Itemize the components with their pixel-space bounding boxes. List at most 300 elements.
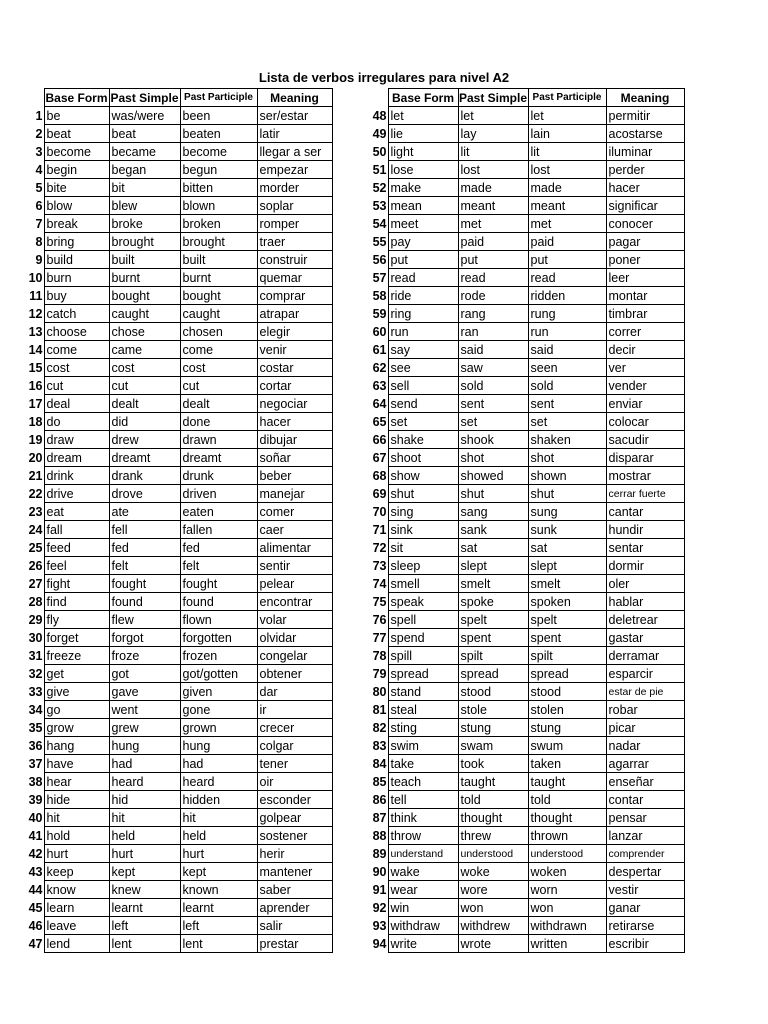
verb-meaning: dormir [606, 557, 684, 575]
verb-past-simple: caught [109, 305, 180, 323]
verb-base-form: sit [388, 539, 458, 557]
verb-base-form: meet [388, 215, 458, 233]
verb-meaning: esconder [257, 791, 332, 809]
table-row [362, 449, 684, 467]
verb-meaning: montar [606, 287, 684, 305]
verb-past-simple: saw [458, 359, 528, 377]
verb-past-participle: said [528, 341, 606, 359]
verb-base-form: catch [44, 305, 109, 323]
verb-base-form: eat [44, 503, 109, 521]
verb-past-simple: beat [109, 125, 180, 143]
verb-past-participle: worn [528, 881, 606, 899]
table-row [362, 845, 684, 863]
verb-meaning: decir [606, 341, 684, 359]
verb-number: 76 [372, 612, 387, 627]
table-row [18, 683, 332, 701]
verb-meaning: morder [257, 179, 332, 197]
verb-past-participle: met [528, 215, 606, 233]
verb-number: 46 [28, 918, 43, 933]
verb-meaning: olvidar [257, 629, 332, 647]
verb-number: 29 [28, 612, 43, 627]
verb-past-simple: heard [109, 773, 180, 791]
verb-past-participle: woken [528, 863, 606, 881]
verb-past-simple: lost [458, 161, 528, 179]
verb-number: 43 [28, 864, 43, 879]
verb-meaning: beber [257, 467, 332, 485]
verb-past-participle: left [180, 917, 257, 935]
verb-past-participle: burnt [180, 269, 257, 287]
table-row [18, 935, 332, 953]
verb-past-simple: kept [109, 863, 180, 881]
verb-meaning: latir [257, 125, 332, 143]
verb-base-form: drive [44, 485, 109, 503]
verb-number: 13 [28, 324, 43, 339]
table-row [18, 197, 332, 215]
verb-meaning: golpear [257, 809, 332, 827]
table-row [362, 809, 684, 827]
verb-past-simple: drew [109, 431, 180, 449]
verb-base-form: forget [44, 629, 109, 647]
verb-number: 74 [372, 576, 387, 591]
verb-base-form: feel [44, 557, 109, 575]
verb-past-simple: lent [109, 935, 180, 953]
verb-meaning: correr [606, 323, 684, 341]
verb-number: 24 [28, 522, 43, 537]
table-row [362, 305, 684, 323]
verb-past-simple: ran [458, 323, 528, 341]
table-row [362, 143, 684, 161]
verb-past-participle: shot [528, 449, 606, 467]
verb-number: 3 [35, 144, 43, 159]
table-row [18, 377, 332, 395]
table-row [18, 755, 332, 773]
verb-meaning: enseñar [606, 773, 684, 791]
verb-base-form: go [44, 701, 109, 719]
verb-number: 18 [28, 414, 43, 429]
verb-past-participle: swum [528, 737, 606, 755]
verb-base-form: keep [44, 863, 109, 881]
verb-past-simple: hit [109, 809, 180, 827]
verb-number: 8 [35, 234, 43, 249]
verb-base-form: think [388, 809, 458, 827]
table-row [18, 395, 332, 413]
verb-past-simple: slept [458, 557, 528, 575]
verb-base-form: hurt [44, 845, 109, 863]
verb-meaning: traer [257, 233, 332, 251]
verb-number: 56 [372, 252, 387, 267]
verb-meaning: ir [257, 701, 332, 719]
verb-meaning: contar [606, 791, 684, 809]
verb-past-simple: met [458, 215, 528, 233]
verb-past-simple: brought [109, 233, 180, 251]
verb-number: 70 [372, 504, 387, 519]
verb-past-participle: set [528, 413, 606, 431]
verb-meaning: enviar [606, 395, 684, 413]
table-row [18, 917, 332, 935]
verb-past-participle: spoken [528, 593, 606, 611]
verb-meaning: sentir [257, 557, 332, 575]
verb-past-simple: sent [458, 395, 528, 413]
verb-past-simple: bought [109, 287, 180, 305]
verb-past-simple: felt [109, 557, 180, 575]
verb-number: 81 [372, 702, 387, 717]
table-row [18, 431, 332, 449]
verb-base-form: wear [388, 881, 458, 899]
verb-past-simple: shut [458, 485, 528, 503]
verb-number: 12 [28, 306, 43, 321]
verb-base-form: shake [388, 431, 458, 449]
verb-meaning: acostarse [606, 125, 684, 143]
verb-number: 51 [372, 162, 387, 177]
verb-past-simple: spoke [458, 593, 528, 611]
verb-base-form: get [44, 665, 109, 683]
table-row [362, 791, 684, 809]
verb-number: 4 [35, 162, 43, 177]
verb-number: 60 [372, 324, 387, 339]
verb-meaning: hacer [606, 179, 684, 197]
verb-meaning: construir [257, 251, 332, 269]
verb-past-simple: was/were [109, 107, 180, 125]
verb-number: 30 [28, 630, 43, 645]
verb-meaning: cantar [606, 503, 684, 521]
verb-past-participle: gone [180, 701, 257, 719]
table-row [18, 863, 332, 881]
verb-meaning: manejar [257, 485, 332, 503]
verb-base-form: mean [388, 197, 458, 215]
verb-number: 27 [28, 576, 43, 591]
verb-base-form: learn [44, 899, 109, 917]
verb-number: 21 [28, 468, 43, 483]
verb-meaning: derramar [606, 647, 684, 665]
verb-past-participle: written [528, 935, 606, 953]
table-row [18, 233, 332, 251]
verb-meaning: colocar [606, 413, 684, 431]
verb-meaning: hundir [606, 521, 684, 539]
verb-number: 62 [372, 360, 387, 375]
verb-past-participle: kept [180, 863, 257, 881]
verb-meaning: salir [257, 917, 332, 935]
verb-past-participle: thought [528, 809, 606, 827]
verb-past-participle: become [180, 143, 257, 161]
verb-past-simple: bit [109, 179, 180, 197]
verb-number: 6 [35, 198, 43, 213]
verb-meaning: quemar [257, 269, 332, 287]
verb-base-form: lose [388, 161, 458, 179]
table-row [18, 179, 332, 197]
verb-meaning: cerrar fuerte [606, 485, 684, 503]
verb-number: 20 [28, 450, 43, 465]
verb-meaning: crecer [257, 719, 332, 737]
verb-meaning: aprender [257, 899, 332, 917]
table-row [362, 233, 684, 251]
verb-base-form: bring [44, 233, 109, 251]
table-row [362, 395, 684, 413]
verb-meaning: pensar [606, 809, 684, 827]
verb-past-participle: lain [528, 125, 606, 143]
verb-meaning: empezar [257, 161, 332, 179]
verb-past-simple: froze [109, 647, 180, 665]
verb-meaning: permitir [606, 107, 684, 125]
verb-base-form: ride [388, 287, 458, 305]
verb-number: 66 [372, 432, 387, 447]
verb-base-form: fight [44, 575, 109, 593]
table-row [362, 179, 684, 197]
verb-past-simple: taught [458, 773, 528, 791]
verb-past-participle: hidden [180, 791, 257, 809]
verb-number: 1 [35, 108, 43, 123]
verb-number: 85 [372, 774, 387, 789]
header-meaning: Meaning [606, 89, 684, 107]
verb-past-simple: rang [458, 305, 528, 323]
verb-past-participle: spent [528, 629, 606, 647]
verb-past-participle: sent [528, 395, 606, 413]
verb-past-simple: spelt [458, 611, 528, 629]
verb-number: 77 [372, 630, 387, 645]
verb-base-form: have [44, 755, 109, 773]
verb-base-form: break [44, 215, 109, 233]
verb-base-form: tell [388, 791, 458, 809]
verb-base-form: begin [44, 161, 109, 179]
verb-number: 39 [28, 792, 43, 807]
verb-past-simple: broke [109, 215, 180, 233]
verb-base-form: buy [44, 287, 109, 305]
verb-past-simple: shot [458, 449, 528, 467]
table-row [18, 269, 332, 287]
verb-past-participle: blown [180, 197, 257, 215]
verb-number: 54 [372, 216, 387, 231]
verb-past-simple: built [109, 251, 180, 269]
verb-past-participle: dealt [180, 395, 257, 413]
table-row [362, 575, 684, 593]
verb-base-form: understand [388, 845, 458, 863]
verb-past-simple: swam [458, 737, 528, 755]
verb-base-form: hear [44, 773, 109, 791]
verb-number: 68 [372, 468, 387, 483]
verb-past-simple: showed [458, 467, 528, 485]
verb-meaning: costar [257, 359, 332, 377]
table-row [362, 629, 684, 647]
verb-meaning: venir [257, 341, 332, 359]
verb-past-participle: shaken [528, 431, 606, 449]
verb-number: 65 [372, 414, 387, 429]
verb-base-form: come [44, 341, 109, 359]
verb-meaning: tener [257, 755, 332, 773]
verb-meaning: elegir [257, 323, 332, 341]
table-row [18, 809, 332, 827]
verb-meaning: ganar [606, 899, 684, 917]
verb-meaning: colgar [257, 737, 332, 755]
verb-meaning: comprar [257, 287, 332, 305]
verb-number: 5 [35, 180, 43, 195]
table-row [362, 269, 684, 287]
table-row [18, 323, 332, 341]
verb-number: 2 [35, 126, 43, 141]
verb-past-participle: seen [528, 359, 606, 377]
verb-base-form: shut [388, 485, 458, 503]
verb-base-form: win [388, 899, 458, 917]
verb-past-participle: hung [180, 737, 257, 755]
verb-number: 88 [372, 828, 387, 843]
verb-base-form: speak [388, 593, 458, 611]
table-row [18, 791, 332, 809]
verb-past-simple: sold [458, 377, 528, 395]
verb-base-form: lie [388, 125, 458, 143]
verb-meaning: picar [606, 719, 684, 737]
verb-number: 34 [28, 702, 43, 717]
verb-base-form: do [44, 413, 109, 431]
verb-past-participle: won [528, 899, 606, 917]
header-past-simple: Past Simple [110, 90, 179, 105]
verb-base-form: spill [388, 647, 458, 665]
verb-past-participle: spilt [528, 647, 606, 665]
table-row [18, 575, 332, 593]
verb-base-form: ring [388, 305, 458, 323]
table-row [362, 323, 684, 341]
verb-number: 7 [35, 216, 43, 231]
verb-past-simple: sank [458, 521, 528, 539]
table-row [18, 539, 332, 557]
table-row [362, 251, 684, 269]
verb-number: 93 [372, 918, 387, 933]
verb-past-participle: sunk [528, 521, 606, 539]
verb-past-simple: left [109, 917, 180, 935]
header-meaning: Meaning [257, 89, 332, 107]
table-row [18, 449, 332, 467]
verb-number: 9 [35, 252, 43, 267]
verb-meaning: caer [257, 521, 332, 539]
verb-past-simple: ate [109, 503, 180, 521]
verb-past-simple: learnt [109, 899, 180, 917]
verb-base-form: grow [44, 719, 109, 737]
verb-past-participle: bought [180, 287, 257, 305]
table-row [18, 305, 332, 323]
verb-past-simple: found [109, 593, 180, 611]
header-past-simple: Past Simple [458, 90, 528, 105]
verb-past-participle: broken [180, 215, 257, 233]
verb-past-participle: spread [528, 665, 606, 683]
verb-number: 48 [372, 108, 387, 123]
verb-meaning: vender [606, 377, 684, 395]
verb-number: 53 [372, 198, 387, 213]
table-row [362, 863, 684, 881]
verb-base-form: teach [388, 773, 458, 791]
table-row [18, 773, 332, 791]
verb-meaning: llegar a ser [257, 143, 332, 161]
verb-base-form: set [388, 413, 458, 431]
table-row [18, 629, 332, 647]
verb-base-form: beat [44, 125, 109, 143]
table-row [362, 503, 684, 521]
verb-number: 73 [372, 558, 387, 573]
verb-past-simple: flew [109, 611, 180, 629]
verb-meaning: obtener [257, 665, 332, 683]
verb-number: 92 [372, 900, 387, 915]
verb-meaning: herir [257, 845, 332, 863]
verb-number: 71 [372, 522, 387, 537]
table-row [18, 521, 332, 539]
verb-past-participle: caught [180, 305, 257, 323]
table-row [18, 557, 332, 575]
verb-number: 25 [28, 540, 43, 555]
verb-base-form: burn [44, 269, 109, 287]
verb-meaning: deletrear [606, 611, 684, 629]
verb-number: 47 [28, 936, 43, 951]
verb-meaning: retirarse [606, 917, 684, 935]
verb-number: 90 [372, 864, 387, 879]
verb-past-simple: came [109, 341, 180, 359]
verb-past-simple: had [109, 755, 180, 773]
table-row [362, 755, 684, 773]
verb-past-participle: taken [528, 755, 606, 773]
verb-past-simple: dealt [109, 395, 180, 413]
table-row [362, 683, 684, 701]
table-row [362, 557, 684, 575]
verb-past-simple: hung [109, 737, 180, 755]
verb-past-participle: lost [528, 161, 606, 179]
verb-base-form: make [388, 179, 458, 197]
verb-past-participle: made [528, 179, 606, 197]
verb-number: 26 [28, 558, 43, 573]
verb-number: 57 [372, 270, 387, 285]
verb-past-participle: forgotten [180, 629, 257, 647]
verb-past-participle: learnt [180, 899, 257, 917]
verb-base-form: sink [388, 521, 458, 539]
verb-base-form: spend [388, 629, 458, 647]
verb-past-simple: sat [458, 539, 528, 557]
table-row [362, 611, 684, 629]
verb-past-simple: fell [109, 521, 180, 539]
verb-past-participle: found [180, 593, 257, 611]
verb-meaning: hacer [257, 413, 332, 431]
verb-meaning: comprender [606, 845, 684, 863]
verb-past-simple: cost [109, 359, 180, 377]
verb-past-participle: done [180, 413, 257, 431]
verb-base-form: withdraw [388, 917, 458, 935]
verb-past-simple: fought [109, 575, 180, 593]
verb-past-participle: fought [180, 575, 257, 593]
verb-past-simple: let [458, 107, 528, 125]
verb-base-form: take [388, 755, 458, 773]
table-row [362, 197, 684, 215]
table-row [362, 287, 684, 305]
verb-past-participle: spelt [528, 611, 606, 629]
verb-base-form: send [388, 395, 458, 413]
verb-base-form: fall [44, 521, 109, 539]
verb-number: 86 [372, 792, 387, 807]
verb-past-participle: felt [180, 557, 257, 575]
verb-meaning: negociar [257, 395, 332, 413]
verb-base-form: blow [44, 197, 109, 215]
verb-past-simple: went [109, 701, 180, 719]
verb-past-participle: paid [528, 233, 606, 251]
table-row [362, 881, 684, 899]
verb-meaning: conocer [606, 215, 684, 233]
verb-past-simple: read [458, 269, 528, 287]
verb-number: 33 [28, 684, 43, 699]
verb-meaning: ver [606, 359, 684, 377]
verb-number: 75 [372, 594, 387, 609]
verb-past-participle: withdrawn [528, 917, 606, 935]
verb-past-simple: gave [109, 683, 180, 701]
table-row [18, 503, 332, 521]
verb-past-simple: fed [109, 539, 180, 557]
verb-number: 41 [28, 828, 43, 843]
verb-past-simple: stood [458, 683, 528, 701]
verb-meaning: hablar [606, 593, 684, 611]
verb-past-simple: forgot [109, 629, 180, 647]
verb-past-participle: stung [528, 719, 606, 737]
verb-past-participle: rung [528, 305, 606, 323]
